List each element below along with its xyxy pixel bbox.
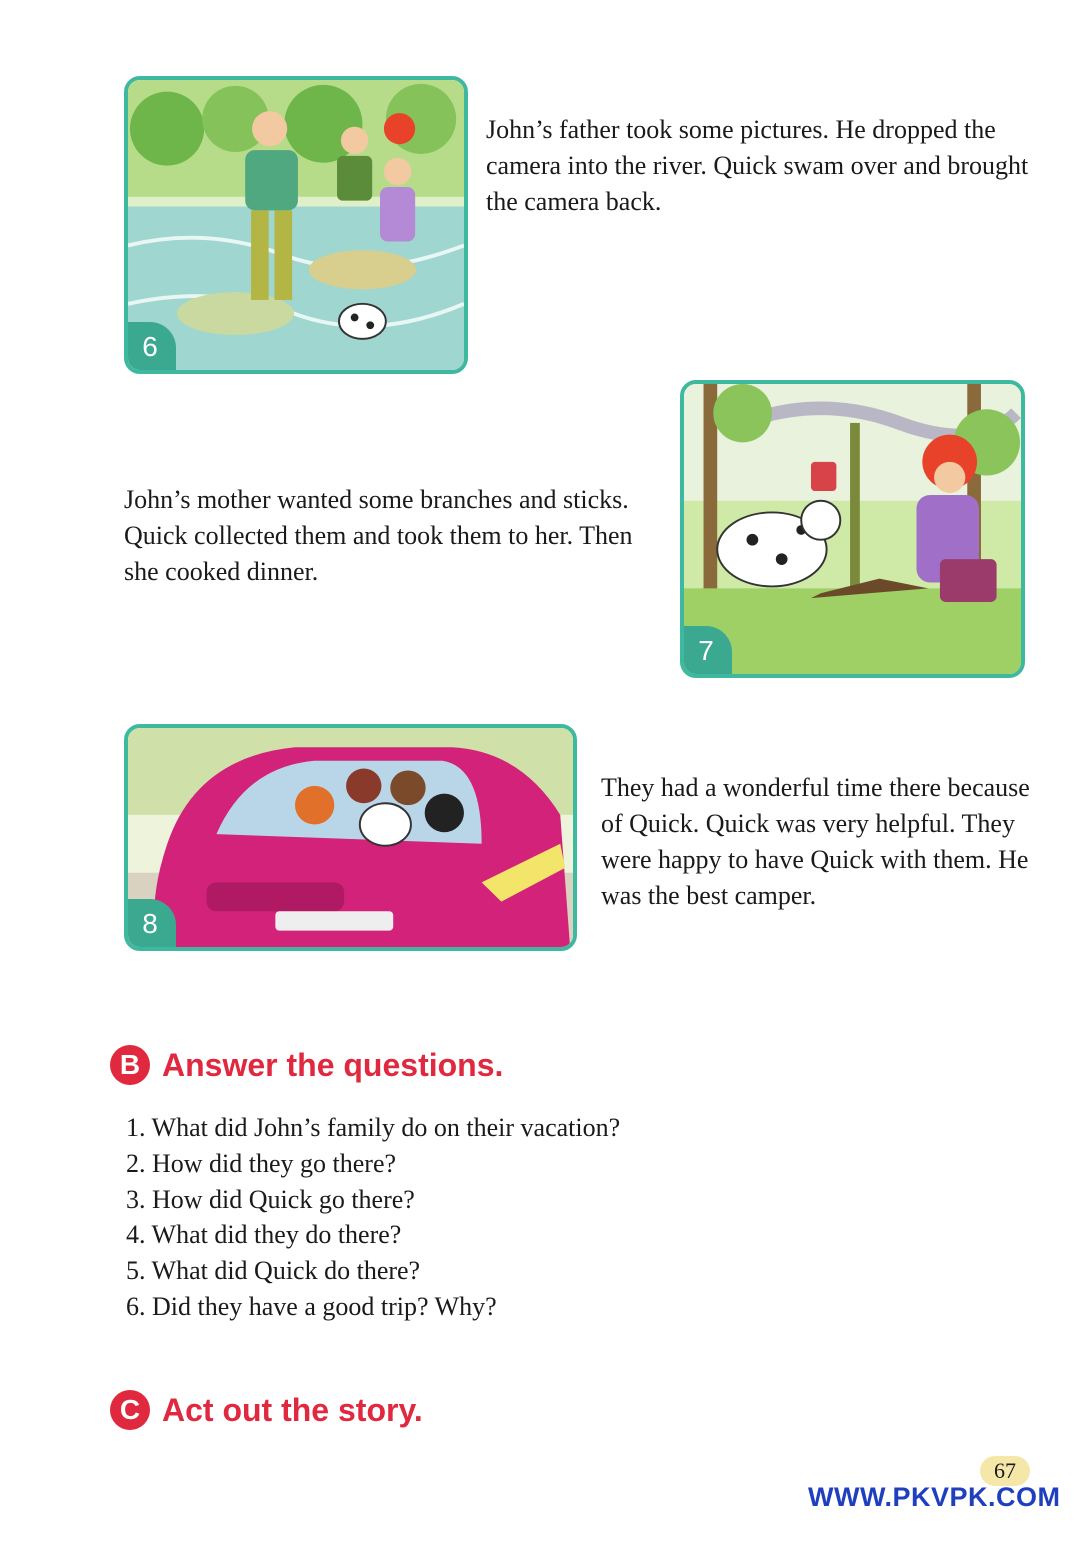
car-scene-image	[128, 728, 573, 947]
question-item: 3. How did Quick go there?	[126, 1184, 415, 1214]
illustration-6	[124, 76, 468, 374]
questions-list	[126, 1110, 620, 1325]
question-item: 2. How did they go there?	[126, 1148, 397, 1178]
illustration-number-badge: 7	[684, 626, 732, 674]
story-text-7: John’s mother wanted some branches and sticks. Quick collected them and took them to her. Then she cooked dinner.	[124, 485, 633, 586]
section-c-title: Act out the story.	[162, 1391, 423, 1428]
river-scene-image	[128, 80, 464, 370]
section-b-letter-badge: B	[110, 1045, 150, 1085]
section-b-title: Answer the questions.	[162, 1046, 504, 1083]
section-c-heading	[110, 1390, 423, 1430]
section-b-heading	[110, 1045, 503, 1085]
question-item: 6. Did they have a good trip? Why?	[126, 1291, 497, 1321]
illustration-number-badge: 6	[128, 322, 176, 370]
question-item: 1. What did John’s family do on their vacation?	[126, 1113, 621, 1142]
story-text-6: John’s father took some pictures. He dropped the camera into the river. Quick swam over and brought the camera back.	[486, 115, 1029, 216]
section-c-letter-badge: C	[110, 1390, 150, 1430]
campsite-scene-image	[684, 384, 1021, 674]
watermark-text: WWW.PKVPK.COM	[808, 1482, 1061, 1512]
illustration-number-badge: 8	[128, 899, 176, 947]
illustration-7	[680, 380, 1025, 678]
question-item: 5. What did Quick do there?	[126, 1256, 421, 1286]
illustration-8	[124, 724, 577, 951]
question-item: 4. What did they do there?	[126, 1220, 402, 1250]
page-number: 67	[980, 1456, 1030, 1486]
story-text-8: They had a wonderful time there because of Quick. Quick was very helpful. They were happy to have Quick with them. He was the best camper.	[601, 773, 1030, 910]
